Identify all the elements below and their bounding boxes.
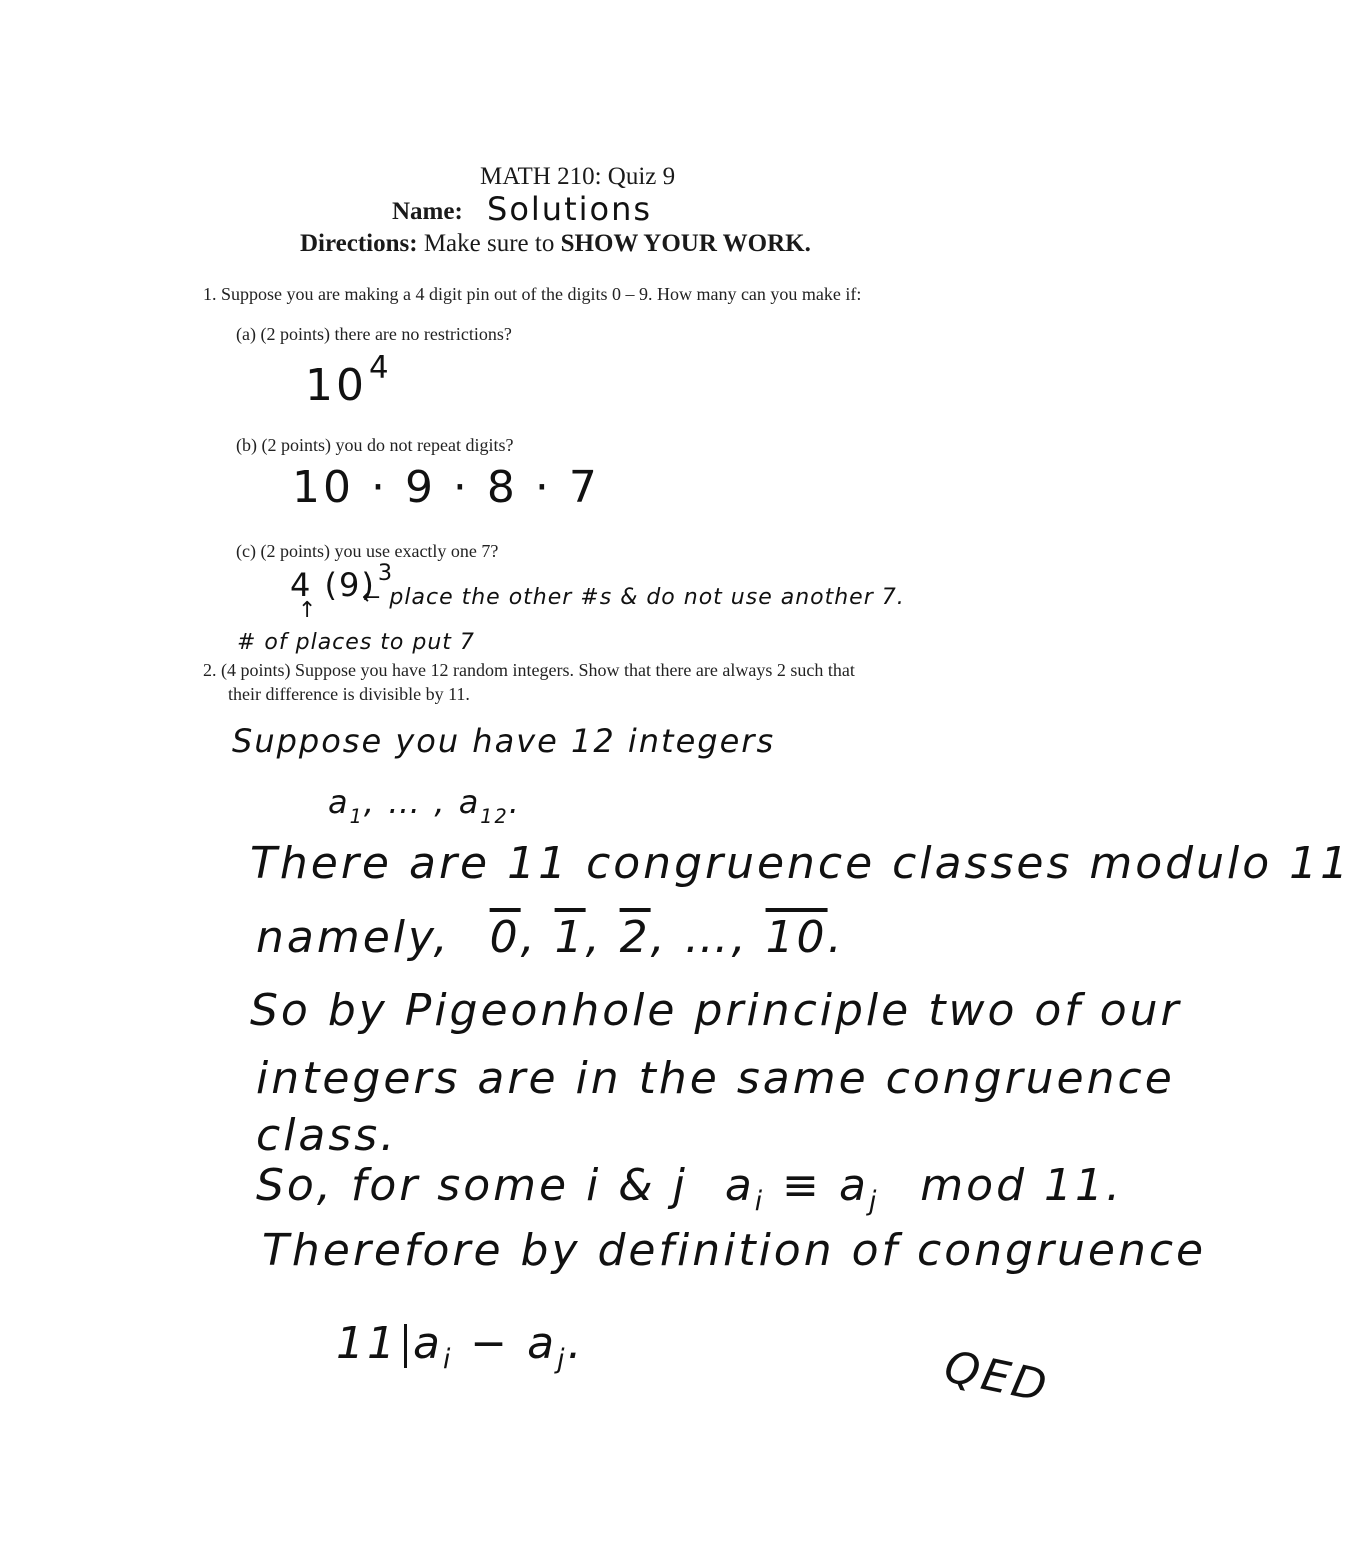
q2-work-line6: integers are in the same congruence bbox=[256, 1053, 1175, 1104]
q2-ellipsis-a: , … , a bbox=[363, 783, 481, 821]
q2-a1: a bbox=[328, 783, 350, 821]
class-1: 1 bbox=[554, 912, 586, 963]
q2-diff-ai-subscript: i bbox=[442, 1344, 454, 1375]
q2-work-line4: namely, 0, 1, 2, …, 10. bbox=[256, 912, 845, 963]
page-title: MATH 210: Quiz 9 bbox=[480, 163, 676, 190]
q2-work-line1: Suppose you have 12 integers bbox=[232, 722, 776, 760]
q2-work-line7: class. bbox=[256, 1110, 398, 1161]
q2-diff-ai: a bbox=[413, 1318, 443, 1369]
q1a-answer bbox=[305, 350, 392, 411]
qed-mark: QED bbox=[940, 1341, 1054, 1413]
q1b-label: (b) (2 points) you do not repeat digits? bbox=[236, 435, 514, 455]
divides-bar bbox=[404, 1324, 407, 1368]
q2-prompt-line1: 2. (4 points) Suppose you have 12 random integers. Show that there are always 2 such that bbox=[203, 660, 855, 680]
directions-emphasis: SHOW YOUR WORK. bbox=[560, 230, 811, 257]
q2-work-line2 bbox=[328, 783, 521, 828]
q2-line2-period: . bbox=[508, 783, 521, 821]
q1a-answer-exponent: 4 bbox=[369, 350, 392, 386]
q1c-note-below: # of places to put 7 bbox=[237, 630, 475, 655]
q2-equiv-aj: ≡ a bbox=[765, 1160, 869, 1211]
class-ellipsis: … bbox=[684, 912, 732, 963]
q1c-note-right: ← place the other #s & do not use another 7. bbox=[362, 585, 905, 610]
directions-text: Make sure to bbox=[423, 230, 555, 257]
q2-a1-subscript: 1 bbox=[349, 805, 364, 828]
q1-prompt: 1. Suppose you are making a 4 digit pin out of the digits 0 – 9. How many can you make if: bbox=[203, 284, 862, 304]
q2-diff-minus-aj: − a bbox=[453, 1318, 558, 1369]
name-value: Solutions bbox=[487, 190, 653, 228]
q1b-answer: 10 · 9 · 8 · 7 bbox=[292, 462, 600, 513]
q2-ai: a bbox=[724, 1160, 755, 1211]
name-label: Name: bbox=[392, 198, 463, 225]
q2-line10-period: . bbox=[567, 1318, 585, 1369]
q1c-label: (c) (2 points) you use exactly one 7? bbox=[236, 541, 499, 561]
q2-work-line9: Therefore by definition of congruence bbox=[262, 1225, 1207, 1276]
q2-a12-subscript: 12 bbox=[480, 805, 509, 828]
q1c-answer-exponent: 3 bbox=[377, 560, 395, 586]
class-10: 10 bbox=[765, 912, 828, 963]
q1c-answer-main: 4 (9) bbox=[290, 566, 376, 604]
q2-mod-11: mod 11. bbox=[920, 1160, 1123, 1211]
q2-ai-subscript: i bbox=[754, 1186, 766, 1217]
q1a-label: (a) (2 points) there are no restrictions? bbox=[236, 324, 512, 344]
q2-eleven: 11 bbox=[336, 1318, 398, 1369]
q2-work-line5: So by Pigeonhole principle two of our bbox=[250, 985, 1182, 1036]
q2-namely: namely, bbox=[256, 912, 451, 963]
up-arrow-icon: ↑ bbox=[298, 598, 318, 623]
q2-for-some: So, for some i & j bbox=[256, 1160, 688, 1211]
q2-aj-subscript: j bbox=[868, 1186, 880, 1217]
q1a-answer-base: 10 bbox=[305, 360, 367, 411]
q2-work-line10 bbox=[336, 1318, 585, 1375]
class-2: 2 bbox=[619, 912, 651, 963]
q2-prompt-line2: their difference is divisible by 11. bbox=[228, 684, 470, 704]
q2-work-line3: There are 11 congruence classes modulo 11 bbox=[250, 838, 1351, 889]
class-0: 0 bbox=[489, 912, 521, 963]
q2-work-line8 bbox=[256, 1160, 1123, 1217]
directions-line bbox=[300, 230, 811, 258]
directions-label: Directions: bbox=[300, 230, 418, 257]
q2-diff-aj-subscript: j bbox=[557, 1344, 568, 1375]
